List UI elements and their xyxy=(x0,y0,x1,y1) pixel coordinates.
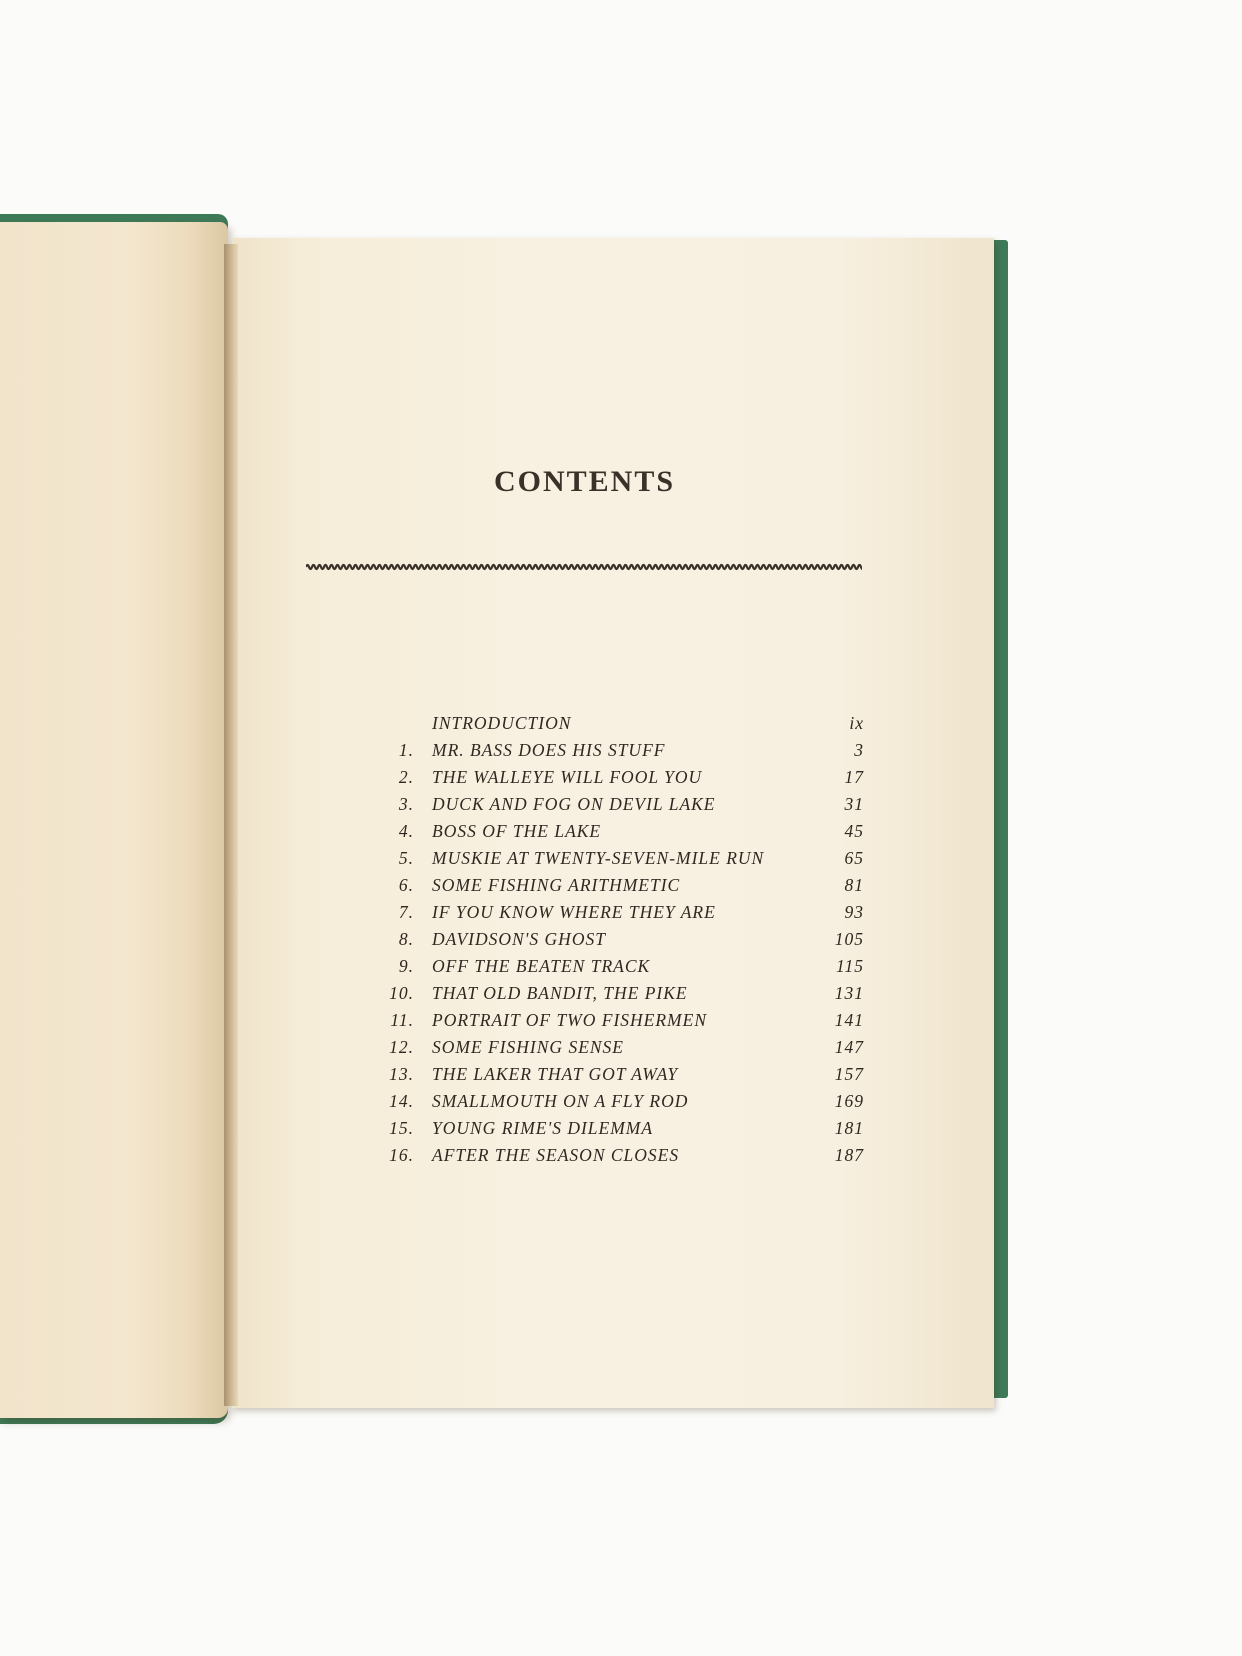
toc-entry xyxy=(384,821,864,848)
page-title: CONTENTS xyxy=(493,465,676,498)
toc-entry xyxy=(384,767,864,794)
page-number: 131 xyxy=(834,983,864,1003)
chapter-title: AFTER THE SEASON CLOSES xyxy=(432,1145,680,1165)
wavy-rule-ornament xyxy=(306,560,862,574)
page-number: 157 xyxy=(834,1064,864,1084)
toc-entry xyxy=(384,929,864,956)
chapter-title: SOME FISHING ARITHMETIC xyxy=(432,875,681,895)
toc-entry xyxy=(384,1145,864,1172)
page-number: 169 xyxy=(834,1091,864,1111)
toc-entry xyxy=(384,848,864,875)
page-number: 141 xyxy=(834,1010,864,1030)
chapter-title: DUCK AND FOG ON DEVIL LAKE xyxy=(432,794,716,814)
chapter-number: 6. xyxy=(398,875,414,895)
page-number: ix xyxy=(849,713,864,733)
chapter-number: 14. xyxy=(389,1091,414,1111)
chapter-number: 5. xyxy=(398,848,414,868)
chapter-number: 9. xyxy=(398,956,414,976)
chapter-title: OFF THE BEATEN TRACK xyxy=(432,956,651,976)
book-gutter xyxy=(224,244,238,1406)
chapter-number: 15. xyxy=(389,1118,414,1138)
toc-entry xyxy=(384,902,864,929)
page-number: 147 xyxy=(834,1037,864,1057)
toc-entry xyxy=(384,983,864,1010)
page-number: 45 xyxy=(844,821,864,841)
chapter-number: 16. xyxy=(389,1145,414,1165)
page-number: 3 xyxy=(854,740,864,760)
chapter-title: PORTRAIT OF TWO FISHERMEN xyxy=(432,1010,707,1030)
chapter-number: 1. xyxy=(398,740,414,760)
chapter-number: 7. xyxy=(398,902,414,922)
chapter-number: 4. xyxy=(398,821,414,841)
chapter-number: 13. xyxy=(389,1064,414,1084)
toc-entry xyxy=(384,956,864,983)
chapter-number: 3. xyxy=(398,794,414,814)
chapter-number: 11. xyxy=(390,1010,414,1030)
page-number: 115 xyxy=(836,956,864,976)
chapter-title: THE WALLEYE WILL FOOL YOU xyxy=(432,767,703,787)
chapter-title: BOSS OF THE LAKE xyxy=(432,821,602,841)
page-number: 93 xyxy=(844,902,864,922)
toc-entry xyxy=(384,794,864,821)
page-number: 181 xyxy=(834,1118,864,1138)
chapter-number: 2. xyxy=(398,767,414,787)
page-number: 65 xyxy=(844,848,864,868)
toc-entry xyxy=(384,1091,864,1118)
chapter-number: 10. xyxy=(389,983,414,1003)
page-number: 31 xyxy=(844,794,864,814)
chapter-title: THE LAKER THAT GOT AWAY xyxy=(432,1064,679,1084)
chapter-title: MUSKIE AT TWENTY-SEVEN-MILE RUN xyxy=(432,848,765,868)
toc-entry xyxy=(384,1037,864,1064)
chapter-title: THAT OLD BANDIT, THE PIKE xyxy=(432,983,688,1003)
chapter-title: IF YOU KNOW WHERE THEY ARE xyxy=(432,902,716,922)
page-number: 105 xyxy=(834,929,864,949)
chapter-title: DAVIDSON'S GHOST xyxy=(432,929,606,949)
chapter-number: 12. xyxy=(389,1037,414,1057)
toc-entry xyxy=(384,875,864,902)
chapter-title: SMALLMOUTH ON A FLY ROD xyxy=(432,1091,689,1111)
chapter-title: MR. BASS DOES HIS STUFF xyxy=(432,740,666,760)
table-of-contents xyxy=(384,713,864,1172)
toc-entry xyxy=(384,1118,864,1145)
toc-entry xyxy=(384,740,864,767)
toc-entry xyxy=(384,1010,864,1037)
chapter-number: 8. xyxy=(398,929,414,949)
toc-entry xyxy=(384,713,864,740)
chapter-title: SOME FISHING SENSE xyxy=(432,1037,625,1057)
page-number: 81 xyxy=(844,875,864,895)
chapter-title: YOUNG RIME'S DILEMMA xyxy=(432,1118,654,1138)
page-number: 17 xyxy=(844,767,864,787)
chapter-title: INTRODUCTION xyxy=(432,713,572,733)
page-number: 187 xyxy=(834,1145,864,1165)
toc-entry xyxy=(384,1064,864,1091)
left-page xyxy=(0,222,228,1418)
